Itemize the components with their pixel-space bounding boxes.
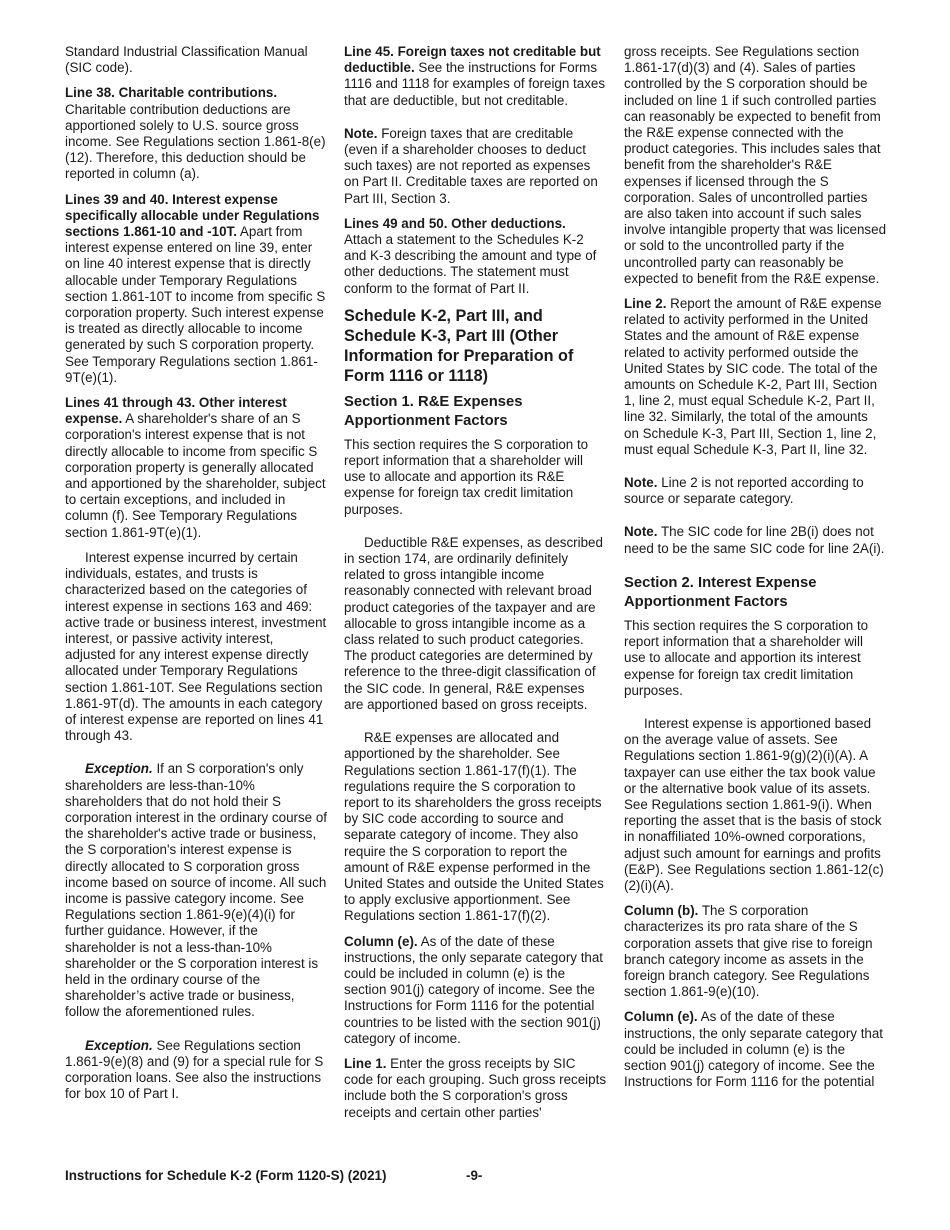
- column-middle: [344, 44, 606, 1130]
- paragraph-lead: Lines 39 and 40. Interest expense specifically allocable under Regulations sections 1.861-10 and -10T.: [65, 191, 320, 240]
- paragraph-text: Charitable contribution deductions are apportioned solely to U.S. source gross income. See Regulations section 1.861-8(e)(12). Therefore, this deduction should be reported in column (a).: [65, 101, 326, 182]
- paragraph-lead: Lines 49 and 50. Other deductions.: [344, 215, 566, 231]
- paragraph-text: See Regulations section 1.861-9(e)(8) and (9) for a special rule for S corporation loans. See also the instructions for box 10 of Part I.: [65, 1037, 324, 1102]
- paragraph-lead: Lines 41 through 43. Other interest expense.: [65, 395, 287, 427]
- paragraph-lead: Column (e).: [624, 1009, 698, 1025]
- paragraph: [344, 1056, 606, 1121]
- paragraph-lead: Line 38. Charitable contributions.: [65, 85, 278, 101]
- paragraph-text: R&E expenses are allocated and apportioned by the shareholder. See Regulations section 1.861-17(f)(1). The regulations require the S corporation to report to its shareholders the gross receipts by SIC code according to source and separate category of income. They also require the S corporation to report the amount of R&E expense performed in the United States and outside the United States to apply exclusive apportionment. See Regulations section 1.861-17(f)(2).: [344, 730, 604, 924]
- paragraph: [624, 524, 886, 556]
- paragraph-text: Interest expense is apportioned based on the average value of assets. See Regulations section 1.861-9(g)(2)(i)(A). A taxpayer can use either the tax book value or the alternative book value of its assets. See Regulations section 1.861-9(i). When reporting the asset that is the basis of stock in nonaffiliated 10%-owned corporations, adjust such amount for earnings and profits (E&P). See Regulations section 1.861-12(c)(2)(i)(A).: [624, 715, 884, 893]
- paragraph-text: This section requires the S corporation to report information that a shareholder will use to allocate and apportion its R&E expense for foreign tax credit limitation purposes.: [344, 436, 589, 517]
- paragraph: [624, 903, 886, 1000]
- paragraph-text: Standard Industrial Classification Manual (SIC code).: [65, 44, 308, 76]
- footer-title: Instructions for Schedule K-2 (Form 1120-S) (2021): [65, 1168, 387, 1183]
- paragraph: [344, 535, 606, 713]
- paragraph: [624, 44, 886, 287]
- paragraph-text: Enter the gross receipts by SIC code for each grouping. Such gross receipts include both the S corporation's gross receipts and certain other parties': [344, 1055, 607, 1120]
- paragraph: [65, 1038, 327, 1103]
- column-left: [65, 44, 327, 1111]
- paragraph-text: Deductible R&E expenses, as described in section 174, are ordinarily definitely related to gross intangible income reasonably connected with relevant broad product categories of the taxpayer and are allocable to gross intangible income as a class related to such product categories. The product categories are determined by reference to the three-digit classification of the SIC code. In general, R&E expenses are apportioned based on gross receipts.: [344, 534, 603, 712]
- paragraph: [624, 1009, 886, 1090]
- paragraph-text: Interest expense incurred by certain individuals, estates, and trusts is characterized based on the categories of interest expense in sections 163 and 469: active trade or business interest, investment interest, or passive activity interest, adjusted for any interest expense directly allocated under Temporary Regulations section 1.861-10T. See Regulations section 1.861-9T(d). The amounts in each category of interest expense are reported on lines 41 through 43.: [65, 549, 327, 744]
- paragraph: [344, 216, 606, 297]
- exception-label: Exception.: [85, 1037, 153, 1053]
- paragraph: [624, 618, 886, 699]
- section-heading: Schedule K-2, Part III, and Schedule K-3, Part III (Other Information for Preparation of Form 1116 or 1118): [344, 306, 574, 385]
- paragraph-lead: Note.: [624, 475, 658, 491]
- paragraph: [65, 192, 327, 386]
- paragraph-text: A shareholder's share of an S corporation's interest expense that is not directly allocable to income from specific S corporation property is generally allocated and apportioned by the shareholder, subject to certain exceptions, and included in column (f). See Temporary Regulations section 1.861-9T(e)(1).: [65, 411, 326, 540]
- paragraph-lead: Line 1.: [344, 1055, 387, 1071]
- paragraph-text: Apart from interest expense entered on line 39, enter on line 40 interest expense that is directly allocable under Temporary Regulations section 1.861-10T to income from specific S corporation property. Such interest expense is treated as directly allocable to income generated by such S corporation property. See Temporary Regulations section 1.861-9T(e)(1).: [65, 224, 326, 385]
- section-heading: Section 1. R&E Expenses Apportionment Factors: [344, 393, 523, 429]
- paragraph: [624, 475, 886, 507]
- paragraph-text: Attach a statement to the Schedules K-2 and K-3 describing the amount and type of other deductions. The statement must conform to the format of Part II.: [344, 232, 597, 296]
- paragraph: [344, 126, 606, 207]
- paragraph: [344, 437, 606, 518]
- paragraph-text: As of the date of these instructions, the only separate category that could be included in column (e) is the section 901(j) category of income. See the Instructions for Form 1116 for the potential: [624, 1009, 884, 1090]
- paragraph: [65, 761, 327, 1020]
- paragraph-text: See the instructions for Forms 1116 and 1118 for examples of foreign taxes that are deductible, but not creditable.: [344, 60, 606, 108]
- paragraph-text: Foreign taxes that are creditable (even if a shareholder chooses to deduct such taxes) are not reported as expenses on Part II. Creditable taxes are reported on Part III, Section 3.: [344, 125, 598, 206]
- paragraph: [344, 934, 606, 1047]
- paragraph: [344, 44, 606, 109]
- paragraph-lead: Column (b).: [624, 903, 699, 919]
- paragraph-lead: Note.: [344, 125, 378, 141]
- paragraph-lead: Column (e).: [344, 933, 418, 949]
- paragraph: [624, 716, 886, 894]
- paragraph: [65, 44, 327, 76]
- paragraph-lead: Line 45. Foreign taxes not creditable but deductible.: [344, 44, 601, 76]
- paragraph: [624, 296, 886, 458]
- page-number: -9-: [466, 1168, 483, 1183]
- paragraph-text: As of the date of these instructions, the only separate category that could be included in column (e) is the section 901(j) category of income. See the Instructions for Form 1116 for the potential countries to be listed with the section 901(j) category of income.: [344, 933, 604, 1046]
- paragraph-text: If an S corporation's only shareholders are less-than-10% shareholders that do not hold their S corporation interest in the ordinary course of the shareholder's active trade or business, the S corporation's interest expense is directly allocated to S corporation gross income based on source of income. All such income is passive category income. See Regulations section 1.861-9(e)(4)(i) for further guidance. However, if the shareholder is not a less-than-10% shareholder or the S corporation interest is held in the ordinary course of the shareholder’s active trade or business, follow the aforementioned rules.: [65, 761, 328, 1020]
- section-heading: Section 2. Interest Expense Apportionment Factors: [624, 574, 817, 610]
- paragraph-lead: Note.: [624, 524, 658, 540]
- paragraph: [65, 85, 327, 182]
- exception-label: Exception.: [85, 761, 153, 777]
- paragraph: [65, 395, 327, 541]
- paragraph-text: Report the amount of R&E expense related to activity performed in the United States and the amount of R&E expense related to activity performed outside the United States by SIC code. The total of the amounts on Schedule K-2, Part III, Section 1, line 2, must equal Schedule K-2, Part II, line 32. Similarly, the total of the amounts on Schedule K-3, Part III, Section 1, line 2, must equal Schedule K-3, Part II, line 32.: [624, 296, 882, 457]
- paragraph-lead: Line 2.: [624, 296, 667, 312]
- paragraph-text: gross receipts. See Regulations section 1.861-17(d)(3) and (4). Sales of parties controlled by the S corporation should be included on line 1 if such controlled parties can reasonably be expected to benefit from the R&E expense connected with the product categories. This includes sales that benefit from the shareholder's R&E expenses if licensed through the S corporation. Sales of uncontrolled parties are also taken into account if such sales involve intangible property that was licensed or sold to the uncontrolled party if the uncontrolled party can reasonably be expected to benefit from the R&E expense.: [624, 44, 887, 286]
- paragraph-text: This section requires the S corporation to report information that a shareholder will use to allocate and apportion its interest expense for foreign tax credit limitation purposes.: [624, 617, 869, 698]
- column-right: [624, 44, 886, 1099]
- paragraph-text: Line 2 is not reported according to source or separate category.: [624, 475, 864, 507]
- paragraph-text: The S corporation characterizes its pro rata share of the S corporation assets that give rise to foreign branch category income as assets in the foreign branch category. See Regulations section 1.861-9(e)(10).: [624, 903, 873, 1000]
- paragraph: [65, 550, 327, 744]
- paragraph-text: The SIC code for line 2B(i) does not need to be the same SIC code for line 2A(i).: [624, 524, 885, 556]
- paragraph: [344, 730, 606, 924]
